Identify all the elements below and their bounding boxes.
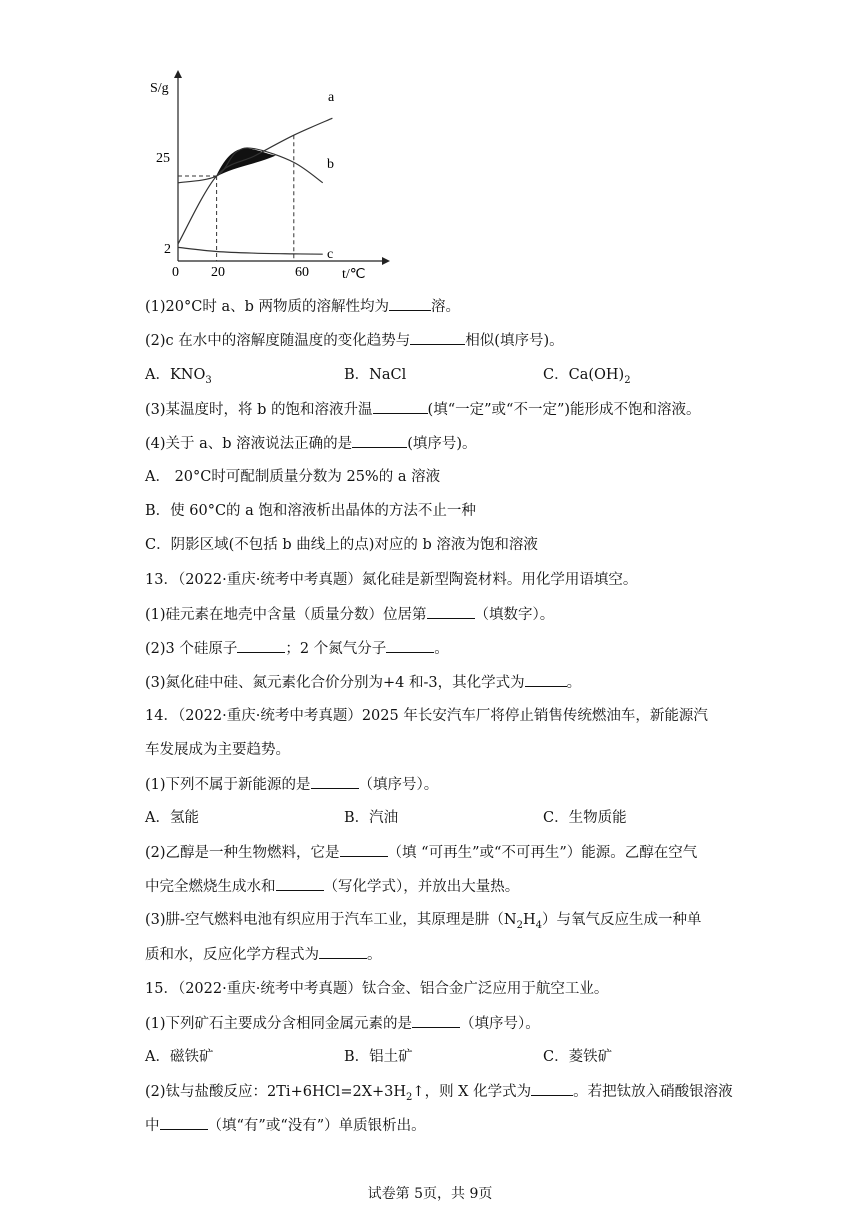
answer-blank[interactable] (389, 296, 431, 311)
q15-stem: 15．（2022·重庆·统考中考真题）钛合金、铝合金广泛应用于航空工业。 (145, 981, 609, 997)
curve-c (178, 247, 323, 254)
y-axis-label: S/g (150, 81, 169, 96)
q12-part4: (4)关于 a、b 溶液说法正确的是 (填序号)。 (145, 433, 477, 454)
answer-blank[interactable] (373, 399, 428, 414)
q14-part1: (1)下列不属于新能源的是 （填序号）。 (145, 774, 438, 795)
q13-part3: (3)氮化硅中硅、氮元素化合价分别为+4 和-3，其化学式为 。 (145, 672, 581, 693)
answer-blank[interactable] (410, 330, 465, 345)
y-tick-25: 25 (156, 151, 170, 166)
q13-part2: (2)3 个硅原子 ；2 个氮气分子 。 (145, 638, 449, 659)
q12-part3: (3)某温度时，将 b 的饱和溶液升温 (填“一定”或“不一定”)能形成不饱和溶液。 (145, 399, 701, 420)
curve-label-b: b (327, 157, 334, 172)
y-tick-2: 2 (164, 242, 171, 257)
q12-part4-option-c[interactable]: C．阴影区域(不包括 b 曲线上的点)对应的 b 溶液为饱和溶液 (145, 537, 538, 553)
answer-blank[interactable] (525, 672, 567, 687)
curve-label-c: c (327, 247, 334, 262)
option-b[interactable]: B．汽油 (344, 810, 399, 826)
option-a[interactable]: A．$KNO_3$ (145, 367, 212, 386)
answer-blank[interactable] (386, 638, 434, 653)
q12-part4-option-b[interactable]: B．使 60°C的 a 饱和溶液析出晶体的方法不止一种 (145, 503, 476, 519)
y-axis-arrow (174, 70, 182, 78)
x-tick-20: 20 (211, 265, 225, 280)
page-footer: 试卷第 5页，共 9页 (367, 1186, 493, 1202)
option-c[interactable]: C．菱铁矿 (543, 1049, 613, 1065)
answer-blank[interactable] (531, 1081, 573, 1096)
q14-stem-line1: 14．（2022·重庆·统考中考真题）2025 年长安汽车厂将停止销售传统燃油车，新能源汽 (145, 708, 708, 724)
q14-part3-line2: 质和水，反应化学方程式为 。 (145, 944, 382, 965)
answer-blank[interactable] (311, 774, 359, 789)
option-a[interactable]: A．磁铁矿 (145, 1049, 214, 1065)
q14-part3-line1: (3)肼-空气燃料电池有织应用于汽车工业，其原理是肼$(N_2H_4)$与氧气反应生成一种单 (145, 912, 702, 931)
curve-a (178, 118, 332, 244)
q12-part1: (1)20°C时 a、b 两物质的溶解性均为 溶。 (145, 296, 460, 317)
x-tick-0: 0 (172, 265, 179, 280)
solubility-chart (140, 62, 400, 282)
q13-part1: (1)硅元素在地壳中含量（质量分数）位居第 （填数字）。 (145, 604, 554, 625)
option-a[interactable]: A．氢能 (145, 810, 199, 826)
answer-blank[interactable] (160, 1115, 208, 1130)
q12-part2: (2)c 在水中的溶解度随温度的变化趋势与 相似(填序号)。 (145, 330, 564, 351)
answer-blank[interactable] (237, 638, 285, 653)
answer-blank[interactable] (427, 604, 475, 619)
q15-part1: (1)下列矿石主要成分含相同金属元素的是 （填序号）。 (145, 1013, 540, 1034)
q14-part2-line1: (2)乙醇是一种生物燃料，它是 （填 “可再生”或“不可再生”）能源。乙醇在空气 (145, 842, 697, 863)
x-tick-60: 60 (295, 265, 309, 280)
q14-part2-line2: 中完全燃烧生成水和 （写化学式），并放出大量热。 (145, 876, 519, 897)
q15-part2-line2: 中 （填“有”或“没有”）单质银析出。 (145, 1115, 426, 1136)
option-c[interactable]: C．生物质能 (543, 810, 627, 826)
option-c[interactable]: C．$Ca(OH)_2$ (543, 367, 631, 386)
option-b[interactable]: B．铝土矿 (344, 1049, 413, 1065)
shaded-region (217, 149, 275, 176)
answer-blank[interactable] (319, 944, 367, 959)
answer-blank[interactable] (352, 433, 407, 448)
answer-blank[interactable] (340, 842, 388, 857)
answer-blank[interactable] (276, 876, 324, 891)
q15-part2-line1: (2)钛与盐酸反应：$2Ti+6HCl=2X+3H_2↑$，则 X 化学式为 。若把钛放入硝酸银溶液 (145, 1081, 733, 1108)
x-axis-label: t/℃ (342, 267, 366, 282)
q12-part4-option-a[interactable]: A． 20°C时可配制质量分数为 25%的 a 溶液 (145, 469, 441, 485)
x-axis-arrow (382, 257, 390, 265)
answer-blank[interactable] (412, 1013, 460, 1028)
q14-stem-line2: 车发展成为主要趋势。 (145, 742, 290, 758)
curve-label-a: a (328, 90, 335, 105)
option-b[interactable]: B．NaCl (344, 367, 407, 383)
q13-stem: 13．（2022·重庆·统考中考真题）氮化硅是新型陶瓷材料。用化学用语填空。 (145, 572, 638, 588)
